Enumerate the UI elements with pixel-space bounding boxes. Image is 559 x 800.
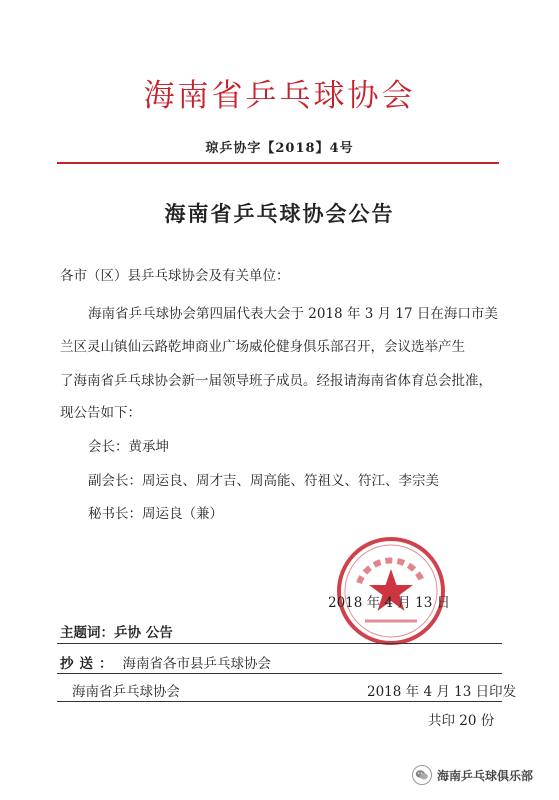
cc-label: 抄送： [60, 656, 119, 672]
wechat-icon [412, 765, 432, 785]
role-president: 会长：黄承坤 [88, 439, 169, 455]
org-header: 海南省乒乓球协会 [143, 78, 416, 114]
red-divider [57, 162, 499, 164]
signing-date: 2018 年 4 月 13 日 [328, 595, 451, 611]
document-title: 海南省乒乓球协会公告 [164, 201, 395, 226]
watermark-text: 海南乒乓球俱乐部 [437, 768, 534, 783]
issue-date: 2018 年 4 月 13 日印发 [367, 684, 517, 700]
role-vice-presidents: 副会长：周运良、周才吉、周高能、符祖义、符江、李宗美 [88, 473, 439, 489]
body-line: 现公告如下： [60, 405, 141, 421]
divider [57, 701, 502, 702]
issuer: 海南省乒乓球协会 [72, 684, 180, 700]
subject-keywords: 主题词：乒协 公告 [60, 625, 173, 641]
cc-line [60, 652, 271, 672]
body-line: 兰区灵山镇仙云路乾坤商业广场威伦健身俱乐部召开，会议选举产生 [60, 339, 465, 355]
divider [57, 643, 502, 644]
cc-recipients: 海南省各市县乒乓球协会 [122, 656, 271, 672]
salutation: 各市（区）县乒乓球协会及有关单位： [60, 268, 290, 284]
divider [57, 673, 502, 674]
copies-count: 共印 20 份 [428, 713, 495, 729]
body-line: 海南省乒乓球协会第四届代表大会于 2018 年 3 月 17 日在海口市美 [88, 306, 498, 322]
document-number: 琼乒协字【2018】4号 [205, 141, 354, 156]
watermark [412, 763, 533, 787]
body-line: 了海南省乒乓球协会新一届领导班子成员。经报请海南省体育总会批准， [60, 373, 492, 389]
role-secretary-general: 秘书长：周运良（兼） [88, 506, 223, 522]
